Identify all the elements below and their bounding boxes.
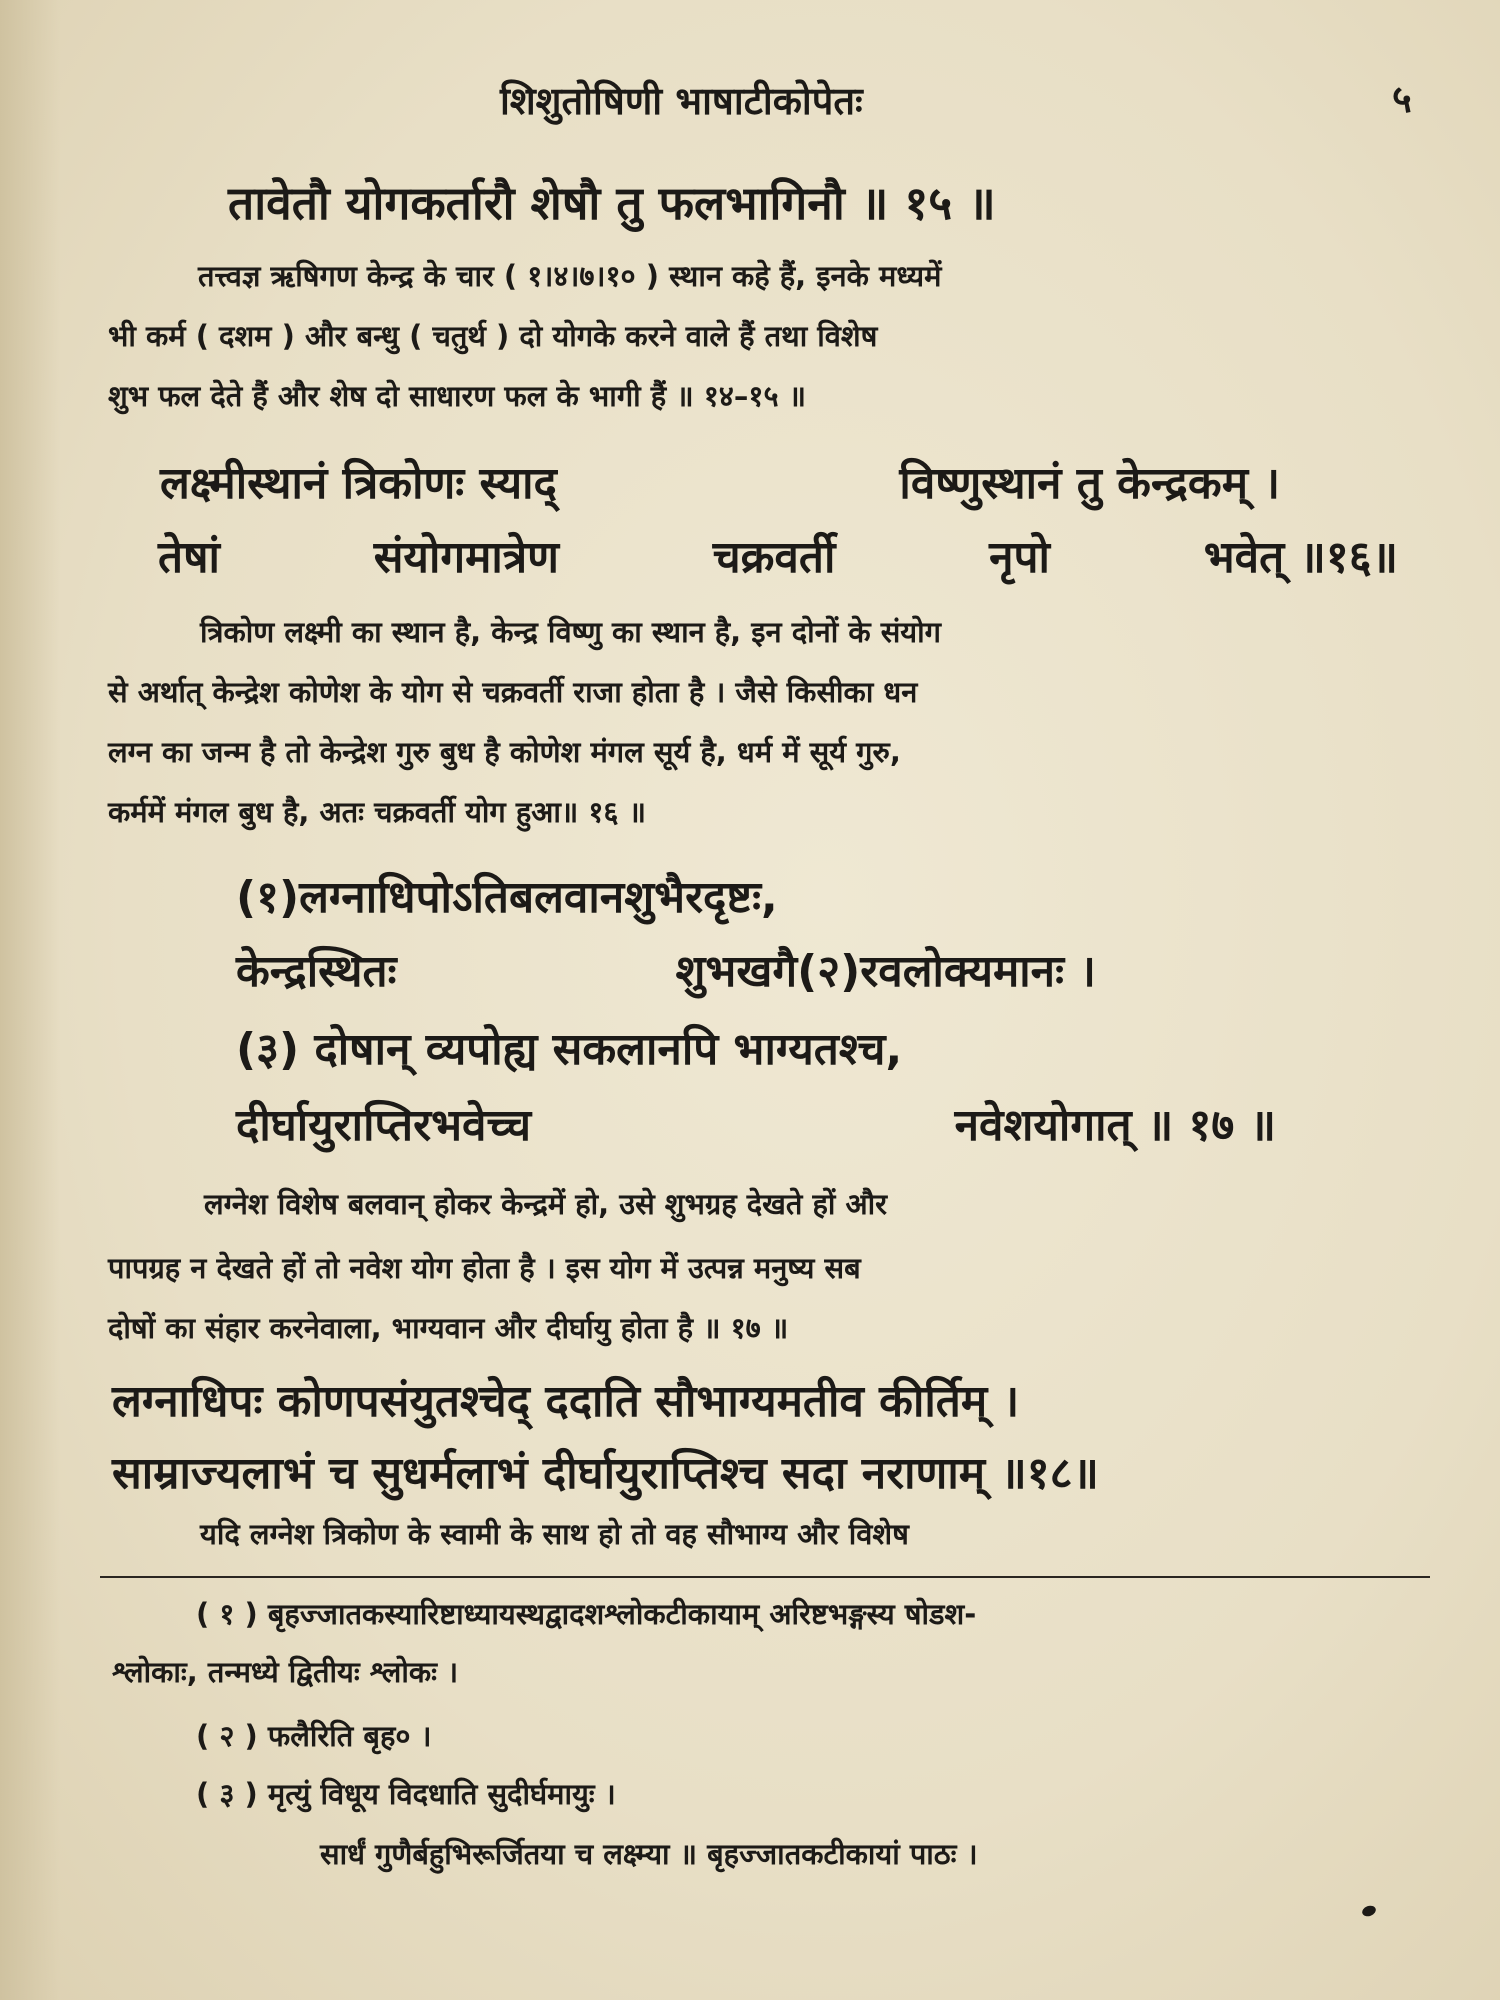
verse-16-word-3: चक्रवर्ती [712, 532, 836, 583]
commentary-16-line-2: से अर्थात् केन्द्रेश कोणेश के योग से चक्रवर्ती राजा होता है । जैसे किसीका धन [108, 675, 918, 709]
footnote-1-line-2: श्लोकाः, तन्मध्ये द्वितीयः श्लोकः । [112, 1655, 459, 1689]
verse-17-line-4-part-1: दीर्घायुराप्तिरभवेच्च [236, 1100, 532, 1151]
verse-16-line-2 [158, 532, 1398, 583]
page-gutter-shadow [0, 0, 60, 2000]
verse-18-line-2: साम्राज्यलाभं च सुधर्मलाभं दीर्घायुराप्तिश्च सदा नराणाम् ॥१८॥ [112, 1448, 1099, 1499]
verse-16-line-1 [160, 458, 1280, 509]
footnote-2: ( २ ) फलैरिति बृह० । [196, 1719, 432, 1753]
footnote-1-line-1: ( १ ) बृहज्जातकस्यारिष्टाध्यायस्थद्वादशश्लोकटीकायाम् अरिष्टभङ्गस्य षोडश- [196, 1597, 977, 1631]
verse-17-line-2-part-1: केन्द्रस्थितः [236, 946, 397, 997]
verse-17-line-4-part-2: नवेशयोगात् ॥ १७ ॥ [954, 1100, 1276, 1151]
verse-15-line-2: तावेतौ योगकर्तारौ शेषौ तु फलभागिनौ ॥ १५ ॥ [228, 176, 996, 230]
ink-speck [1361, 1904, 1378, 1918]
footnote-rule [100, 1576, 1430, 1578]
commentary-15-line-1: तत्त्वज्ञ ऋषिगण केन्द्र के चार ( १।४।७।१० ) स्थान कहे हैं, इनके मध्यमें [198, 259, 942, 293]
commentary-18-line-1: यदि लग्नेश त्रिकोण के स्वामी के साथ हो तो वह सौभाग्य और विशेष [200, 1517, 909, 1551]
footnote-3-line-2: सार्धं गुणैर्बहुभिरूर्जितया च लक्ष्म्या ॥ बृहज्जातकटीकायां पाठः । [320, 1837, 978, 1871]
commentary-16-line-1: त्रिकोण लक्ष्मी का स्थान है, केन्द्र विष्णु का स्थान है, इन दोनों के संयोग [200, 615, 941, 649]
commentary-17-line-2: पापग्रह न देखते हों तो नवेश योग होता है । इस योग में उत्पन्न मनुष्य सब [108, 1251, 861, 1285]
commentary-15-line-2: भी कर्म ( दशम ) और बन्धु ( चतुर्थ ) दो योगके करने वाले हैं तथा विशेष [108, 319, 878, 353]
verse-16-word-4: नृपो [989, 532, 1050, 583]
commentary-15-line-3: शुभ फल देते हैं और शेष दो साधारण फल के भागी हैं ॥ १४–१५ ॥ [108, 379, 807, 413]
verse-17-line-4 [236, 1100, 1276, 1151]
footnote-3-line-1: ( ३ ) मृत्युं विधूय विदधाति सुदीर्घमायुः । [196, 1777, 616, 1811]
running-header: शिशुतोषिणी भाषाटीकोपेतः [500, 79, 863, 123]
verse-16-line-1-part-2: विष्णुस्थानं तु केन्द्रकम् । [899, 458, 1280, 509]
verse-16-word-1: तेषां [158, 532, 220, 583]
commentary-17-line-1: लग्नेश विशेष बलवान् होकर केन्द्रमें हो, उसे शुभग्रह देखते हों और [204, 1187, 888, 1221]
verse-17-line-2-part-2: शुभखगै(२)रवलोक्यमानः । [675, 946, 1096, 997]
verse-16-word-2: संयोगमात्रेण [373, 532, 559, 583]
verse-16-word-5: भवेत् ॥१६॥ [1203, 532, 1398, 583]
verse-17-line-3: (३) दोषान् व्यपोह्य सकलानपि भाग्यतश्च, [236, 1024, 903, 1075]
commentary-16-line-3: लग्न का जन्म है तो केन्द्रेश गुरु बुध है कोणेश मंगल सूर्य है, धर्म में सूर्य गुरु, [108, 735, 901, 769]
verse-18-line-1: लग्नाधिपः कोणपसंयुतश्चेद् ददाति सौभाग्यमतीव कीर्तिम् । [112, 1376, 1020, 1427]
page-number: ५ [1392, 77, 1412, 121]
verse-17-line-2 [236, 946, 1096, 997]
verse-16-line-1-part-1: लक्ष्मीस्थानं त्रिकोणः स्याद् [160, 458, 557, 509]
commentary-16-line-4: कर्ममें मंगल बुध है, अतः चक्रवर्ती योग हुआ॥ १६ ॥ [108, 795, 646, 829]
verse-17-line-1: (१)लग्नाधिपोऽतिबलवानशुभैरदृष्टः, [236, 872, 778, 923]
commentary-17-line-3: दोषों का संहार करनेवाला, भाग्यवान और दीर्घायु होता है ॥ १७ ॥ [108, 1311, 789, 1345]
